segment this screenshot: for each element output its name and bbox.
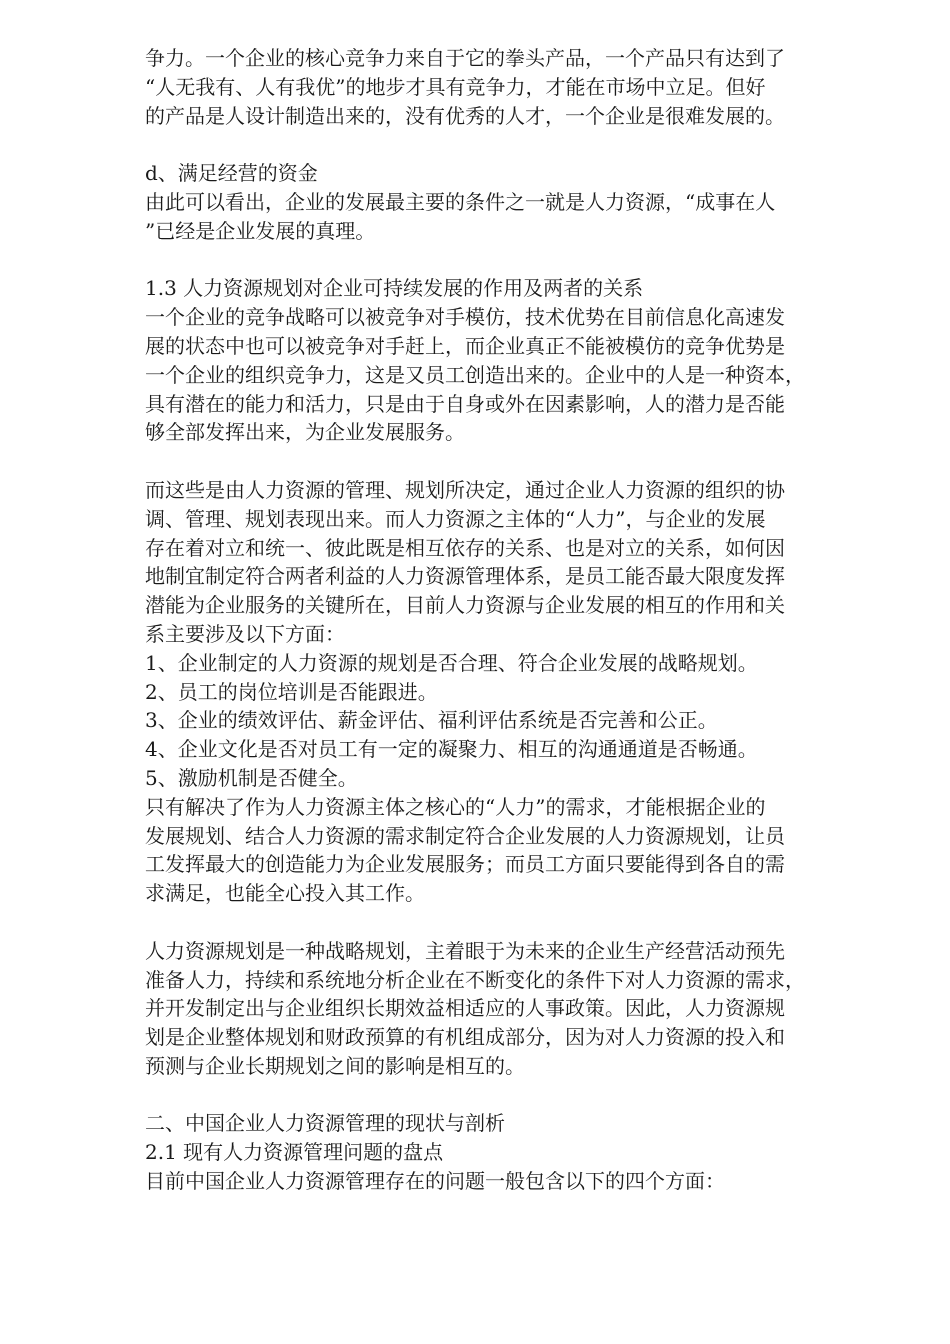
text-line: 准备人力，持续和系统地分析企业在不断变化的条件下对人力资源的需求， xyxy=(145,967,805,992)
text-line: 一个企业的竞争战略可以被竞争对手模仿，技术优势在目前信息化高速发 xyxy=(145,305,785,330)
text-line: 够全部发挥出来，为企业发展服务。 xyxy=(145,420,465,445)
blank-line xyxy=(145,130,865,159)
list-item: 3、企业的绩效评估、薪金评估、福利评估系统是否完善和公正。 xyxy=(145,708,718,733)
text-line: 争力。一个企业的核心竞争力来自于它的拳头产品，一个产品只有达到了 xyxy=(145,46,785,70)
text-line: “人无我有、人有我优”的地步才具有竞争力，才能在市场中立足。但好 xyxy=(145,74,766,99)
text-line: 具有潜在的能力和活力，只是由于自身或外在因素影响，人的潜力是否能 xyxy=(145,391,785,416)
text-line: 预测与企业长期规划之间的影响是相互的。 xyxy=(145,1053,525,1078)
text-line: 发展规划、结合人力资源的需求制定符合企业发展的人力资源规划，让员 xyxy=(145,823,785,848)
text-line: 由此可以看出，企业的发展最主要的条件之一就是人力资源，“成事在人 xyxy=(145,189,776,214)
text-line: 调、管理、规划表现出来。而人力资源之主体的“人力”，与企业的发展 xyxy=(145,506,766,531)
text-line: 地制宜制定符合两者利益的人力资源管理体系，是员工能否最大限度发挥 xyxy=(145,564,785,589)
text-line: 人力资源规划是一种战略规划，主着眼于为未来的企业生产经营活动预先 xyxy=(145,938,785,963)
blank-line xyxy=(145,246,865,275)
text-line: 一个企业的组织竞争力，这是又员工创造出来的。企业中的人是一种资本， xyxy=(145,362,805,387)
text-line: 系主要涉及以下方面： xyxy=(145,621,345,646)
blank-line xyxy=(145,1081,865,1110)
text-line: 并开发制定出与企业组织长期效益相适应的人事政策。因此，人力资源规 xyxy=(145,996,785,1021)
text-line: 划是企业整体规划和财政预算的有机组成部分，因为对人力资源的投入和 xyxy=(145,1025,785,1050)
blank-line xyxy=(145,447,865,476)
section-heading: d、满足经营的资金 xyxy=(145,161,318,186)
document-page xyxy=(145,44,865,1196)
text-line: 潜能为企业服务的关键所在，目前人力资源与企业发展的相互的作用和关 xyxy=(145,593,785,618)
list-item: 2、员工的岗位培训是否能跟进。 xyxy=(145,679,438,704)
text-line: 工发挥最大的创造能力为企业发展服务；而员工方面只要能得到各自的需 xyxy=(145,852,785,877)
blank-line xyxy=(145,908,865,937)
text-line: ”已经是企业发展的真理。 xyxy=(145,218,376,243)
list-item: 5、激励机制是否健全。 xyxy=(145,765,358,790)
list-item: 1、企业制定的人力资源的规划是否合理、符合企业发展的战略规划。 xyxy=(145,650,758,675)
text-line: 存在着对立和统一、彼此既是相互依存的关系、也是对立的关系，如何因 xyxy=(145,535,785,560)
chapter-heading: 二、中国企业人力资源管理的现状与剖析 xyxy=(145,1111,505,1136)
text-line: 的产品是人设计制造出来的，没有优秀的人才，一个企业是很难发展的。 xyxy=(145,103,785,128)
text-line: 展的状态中也可以被竞争对手赶上，而企业真正不能被模仿的竞争优势是 xyxy=(145,333,785,358)
text-line: 目前中国企业人力资源管理存在的问题一般包含以下的四个方面： xyxy=(145,1169,725,1194)
text-line: 求满足，也能全心投入其工作。 xyxy=(145,881,425,906)
section-heading: 1.3 人力资源规划对企业可持续发展的作用及两者的关系 xyxy=(145,276,644,301)
section-heading: 2.1 现有人力资源管理问题的盘点 xyxy=(145,1140,444,1165)
list-item: 4、企业文化是否对员工有一定的凝聚力、相互的沟通通道是否畅通。 xyxy=(145,737,758,762)
text-line: 而这些是由人力资源的管理、规划所决定，通过企业人力资源的组织的协 xyxy=(145,477,785,502)
text-line: 只有解决了作为人力资源主体之核心的“人力”的需求，才能根据企业的 xyxy=(145,794,766,819)
